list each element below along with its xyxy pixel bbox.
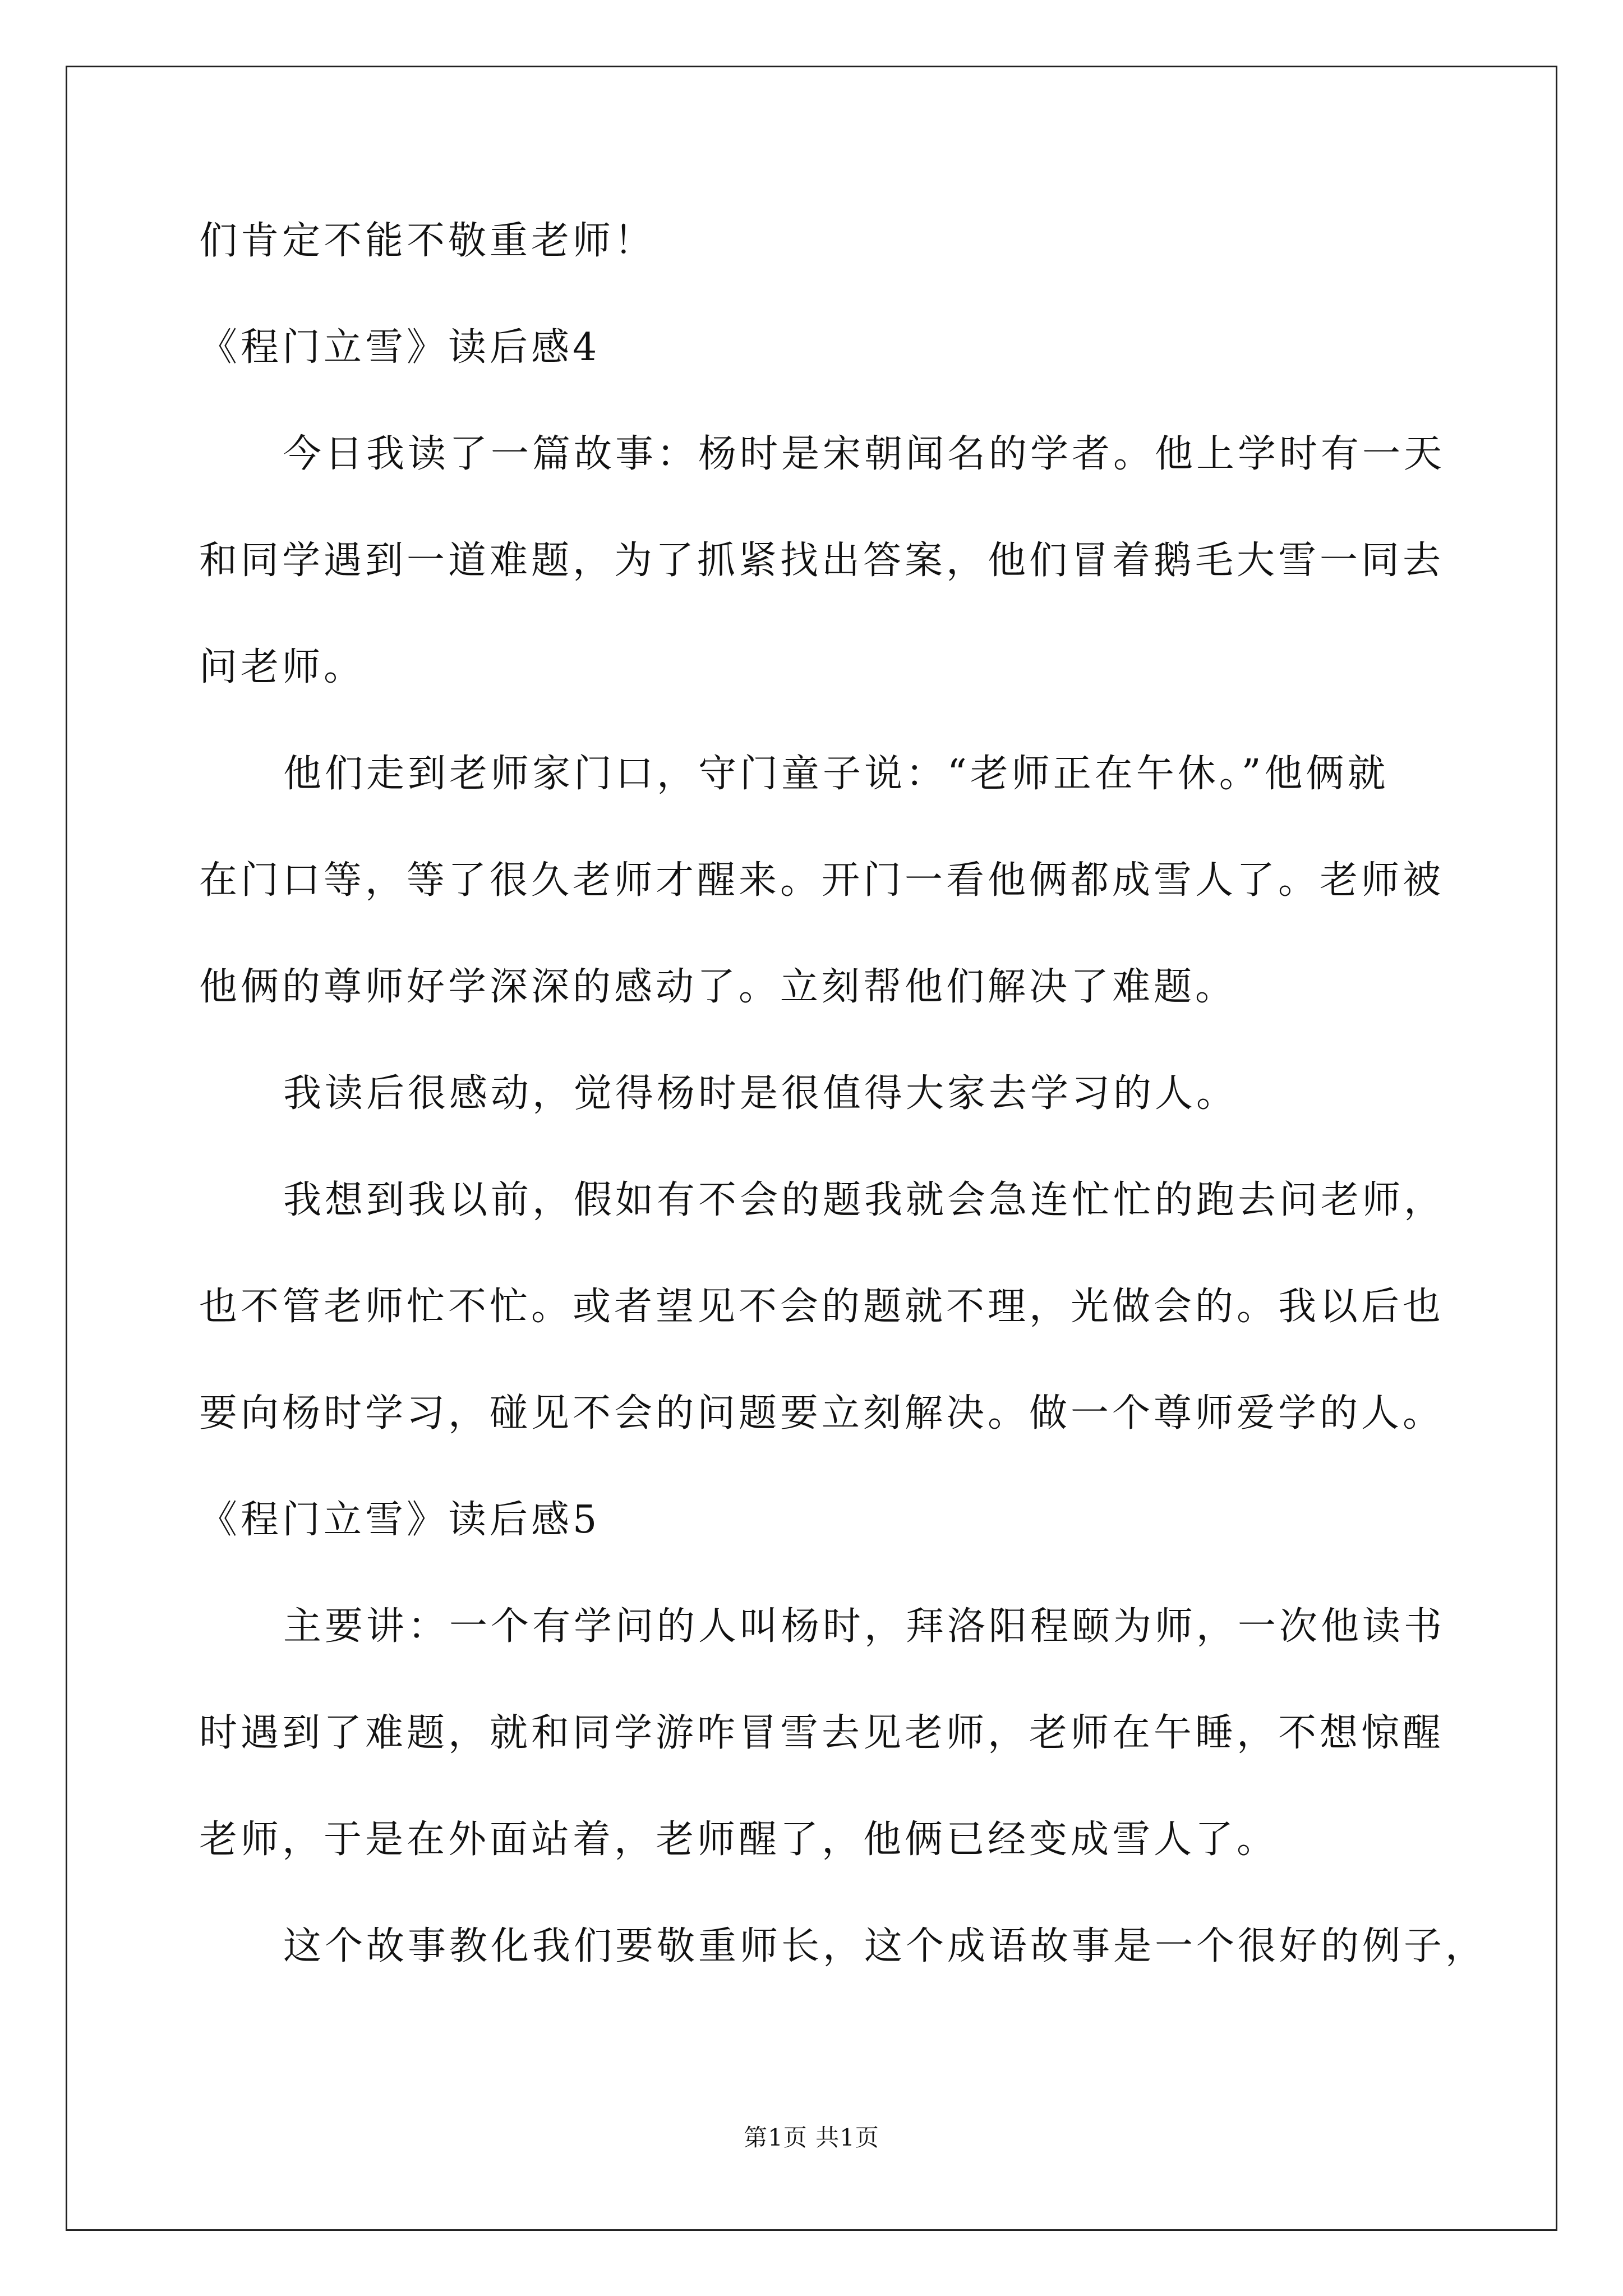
text-line: 问老师。 — [199, 645, 366, 689]
section-heading: 《程门立雪》读后感5 — [199, 1498, 601, 1542]
text-line: 时遇到了难题，就和同学游咋冒雪去见老师，老师在午睡，不想惊醒 — [199, 1711, 1445, 1755]
page-number: 第1页 共1页 — [744, 2124, 879, 2151]
text-line: 们肯定不能不敬重老师！ — [199, 219, 656, 263]
text-line: 他们走到老师家门口，守门童子说：“老师正在午休。”他俩就 — [283, 752, 1389, 796]
text-line: 老师，于是在外面站着，老师醒了，他俩已经变成雪人了。 — [199, 1818, 1279, 1862]
page-border — [66, 66, 1557, 2231]
text-line: 他俩的尊师好学深深的感动了。立刻帮他们解决了难题。 — [199, 965, 1237, 1009]
text-line: 主要讲：一个有学问的人叫杨时，拜洛阳程颐为师，一次他读书 — [283, 1604, 1446, 1649]
text-line: 要向杨时学习，碰见不会的问题要立刻解决。做一个尊师爱学的人。 — [199, 1391, 1445, 1435]
text-line: 在门口等，等了很久老师才醒来。开门一看他俩都成雪人了。老师被 — [199, 858, 1445, 903]
text-line: 我读后很感动，觉得杨时是很值得大家去学习的人。 — [283, 1071, 1238, 1116]
text-line: 也不管老师忙不忙。或者望见不会的题就不理，光做会的。我以后也 — [199, 1285, 1445, 1329]
text-line: 我想到我以前，假如有不会的题我就会急连忙忙的跑去问老师， — [283, 1178, 1446, 1222]
section-heading: 《程门立雪》读后感4 — [199, 325, 601, 370]
text-line: 今日我读了一篇故事：杨时是宋朝闻名的学者。他上学时有一天 — [283, 432, 1446, 476]
text-line: 和同学遇到一道难题，为了抓紧找出答案，他们冒着鹅毛大雪一同去 — [199, 539, 1445, 583]
text-line: 这个故事教化我们要敬重师长，这个成语故事是一个很好的例子， — [283, 1924, 1487, 1968]
